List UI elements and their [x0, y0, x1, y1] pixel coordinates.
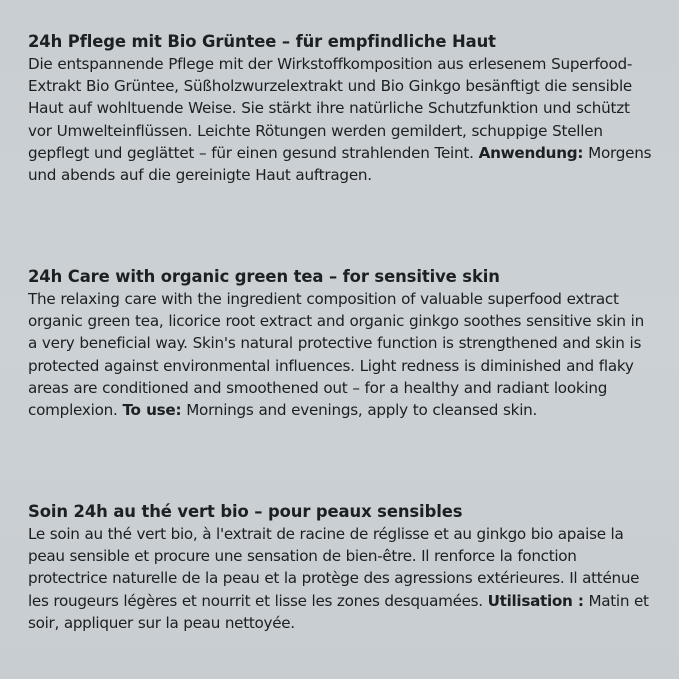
body-text-french: Le soin au thé vert bio, à l'extrait de racine de réglisse et au ginkgo bio apaise la peau sensible et procure une sensation de bien-être. Il renforce la fonction protectrice naturelle de la peau et la protège des agressions extérieures. Il atténue les rougeurs légères et nourrit et lisse les zones desquamées.	[28, 525, 640, 610]
body-text-german: Die entspannende Pflege mit der Wirkstoffkomposition aus erlesenem Superfood-Extrakt Bio Grüntee, Süßholzwurzelextrakt und Bio Ginkgo besänftigt die sensible Haut auf wohltuende Weise. Sie stärkt ihre natürliche Schutzfunktion und schützt vor Umwelteinflüssen. Leichte Rötungen werden gemildert, schuppige Stellen gepflegt und geglättet – für einen gesund strahlenden Teint.	[28, 55, 633, 162]
usage-text-english: Mornings and evenings, apply to cleansed skin.	[186, 401, 538, 420]
usage-label-english: To use:	[122, 401, 182, 420]
usage-text-french: Matin et soir, appliquer sur la peau nettoyée.	[28, 591, 649, 632]
section-heading-english: 24h Care with organic green tea – for sensitive skin	[28, 267, 500, 286]
section-german	[28, 31, 654, 186]
section-english	[28, 266, 654, 421]
usage-label-german: Anwendung:	[478, 143, 584, 162]
usage-label-french: Utilisation :	[487, 591, 584, 610]
section-heading-french: Soin 24h au thé vert bio – pour peaux sensibles	[28, 502, 463, 521]
section-body-english	[28, 288, 654, 421]
section-body-french	[28, 523, 654, 634]
section-french	[28, 501, 654, 634]
section-heading-german: 24h Pflege mit Bio Grüntee – für empfindliche Haut	[28, 32, 496, 51]
body-text-english: The relaxing care with the ingredient composition of valuable superfood extract organic green tea, licorice root extract and organic ginkgo soothes sensitive skin in a very beneficial way. Skin's natural protective function is strengthened and skin is protected against environmental influences. Light redness is diminished and flaky areas are conditioned and smoothened out – for a healthy and radiant looking complexion.	[28, 290, 645, 420]
section-body-german	[28, 53, 654, 186]
usage-text-german: Morgens und abends auf die gereinigte Haut auftragen.	[28, 143, 652, 185]
